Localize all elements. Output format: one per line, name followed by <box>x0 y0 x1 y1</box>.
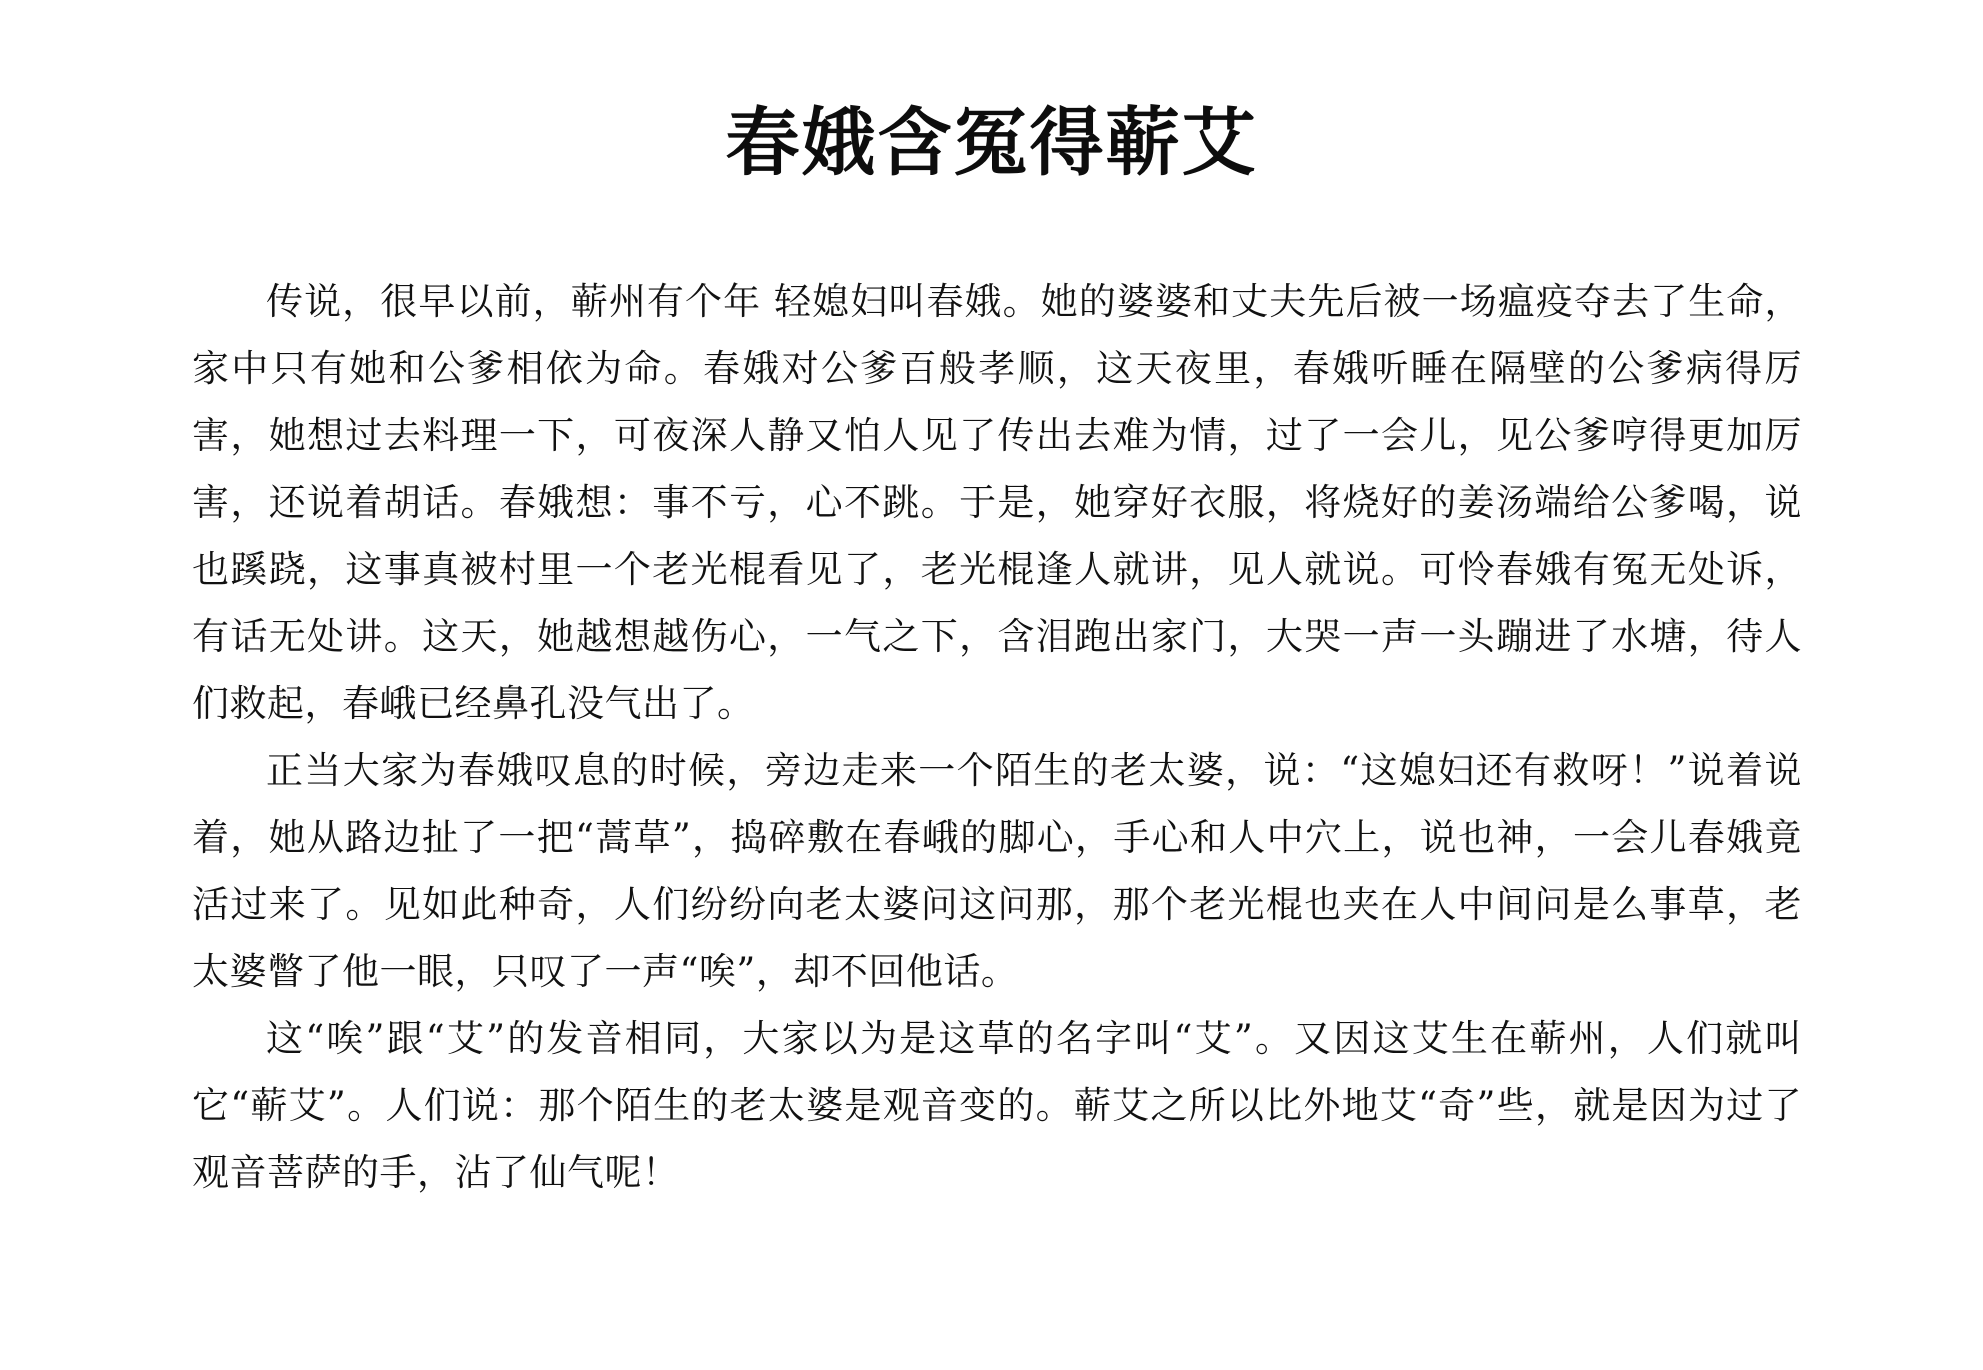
paragraph-2: 正当大家为春娥叹息的时候，旁边走来一个陌生的老太婆，说：“这媳妇还有救呀！”说着说着，她从路边扯了一把“蒿草”，捣碎敷在春峨的脚心，手心和人中穴上，说也神，一会儿春娥竟活过来了。见如此种奇，人们纷纷向老太婆问这问那，那个老光棍也夹在人中间问是么事草，老太婆瞥了他一眼，只叹了一声“唉”，却不回他话。 <box>192 749 1802 993</box>
document-body <box>192 268 1802 1206</box>
paragraph-3: 这“唉”跟“艾”的发音相同，大家以为是这草的名字叫“艾”。又因这艾生在蕲州，人们就叫它“蕲艾”。人们说：那个陌生的老太婆是观音变的。蕲艾之所以比外地艾“奇”些，就是因为过了观音菩萨的手，沾了仙气呢！ <box>192 1017 1802 1194</box>
paragraph-1: 传说，很早以前，蕲州有个年 轻媳妇叫春娥。她的婆婆和丈夫先后被一场瘟疫夺去了生命，家中只有她和公爹相依为命。春娥对公爹百般孝顺，这天夜里，春娥听睡在隔壁的公爹病得厉害，她想过去料理一下，可夜深人静又怕人见了传出去难为情，过了一会儿，见公爹哼得更加厉害，还说着胡话。春娥想：事不亏，心不跳。于是，她穿好衣服，将烧好的姜汤端给公爹喝，说也蹊跷，这事真被村里一个老光棍看见了，老光棍逢人就讲，见人就说。可怜春娥有冤无处诉，有话无处讲。这天，她越想越伤心，一气之下，含泪跑出家门，大哭一声一头蹦进了水塘，待人们救起，春峨已经鼻孔没气出了。 <box>192 280 1802 725</box>
document-title: 春娥含冤得蕲艾 <box>725 99 1258 186</box>
